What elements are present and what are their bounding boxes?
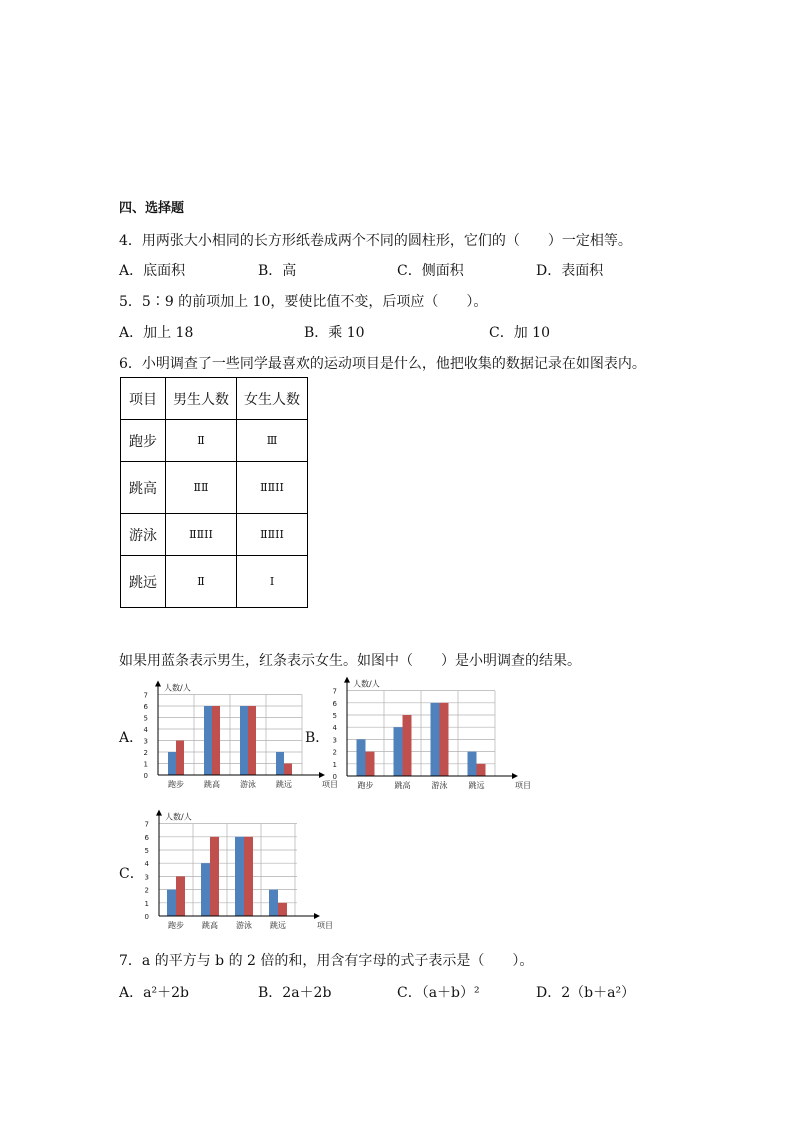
table-cell: 跳高 — [121, 462, 166, 514]
x-axis-arrow-icon — [314, 913, 320, 919]
y-axis-arrow-icon — [344, 677, 350, 683]
bar-boys-1 — [201, 863, 210, 916]
q5-option-c[interactable]: C．加 10 — [489, 325, 550, 341]
x-axis-label: 项目 — [322, 780, 338, 789]
bar-boys-2 — [235, 837, 244, 916]
table-cell: Ⅲ — [237, 420, 308, 462]
bar-girls-0 — [176, 741, 184, 776]
q6-option-c[interactable]: C． — [119, 866, 144, 882]
table-row — [121, 462, 308, 514]
bar-boys-1 — [394, 727, 403, 776]
bar-girls-2 — [244, 837, 253, 916]
table-cell: 跑步 — [121, 420, 166, 462]
y-tick-label: 2 — [144, 886, 149, 895]
x-axis-label: 项目 — [317, 921, 333, 930]
y-tick-label: 3 — [143, 737, 148, 746]
bar-boys-3 — [276, 752, 284, 775]
table-cell: Ⅱ — [166, 420, 237, 462]
table-header-cell: 项目 — [121, 378, 166, 420]
q7-option-b[interactable]: B．2a＋2b — [258, 985, 332, 1001]
x-tick-label: 跑步 — [168, 921, 184, 930]
y-tick-label: 0 — [144, 913, 149, 921]
x-tick-label: 游泳 — [240, 780, 256, 789]
y-tick-label: 4 — [144, 860, 149, 869]
tally-table — [120, 377, 308, 608]
chart-a-svg — [140, 676, 338, 796]
table-cell: ⅡⅡⅠⅠ — [237, 514, 308, 556]
question-5-text: 5．5∶9 的前项加上 10，要使比值不变，后项应（ ）。 — [119, 294, 488, 310]
x-tick-label: 跑步 — [357, 781, 374, 790]
q5-option-a[interactable]: A．加上 18 — [119, 325, 194, 341]
bar-boys-2 — [431, 703, 440, 776]
x-axis-arrow-icon — [512, 773, 518, 779]
q5-option-b[interactable]: B．乘 10 — [304, 325, 365, 341]
x-tick-label: 跳高 — [394, 781, 411, 790]
chart-option-c — [140, 812, 333, 942]
q4-option-b[interactable]: B．高 — [258, 263, 297, 279]
x-tick-label: 跳远 — [276, 780, 292, 789]
table-row — [121, 556, 308, 608]
y-tick-label: 4 — [332, 724, 337, 733]
y-tick-label: 7 — [143, 691, 148, 700]
table-row — [121, 514, 308, 556]
x-axis-arrow-icon — [319, 772, 325, 778]
bar-boys-0 — [168, 752, 176, 775]
x-tick-label: 跳远 — [270, 921, 286, 930]
section-title: 四、选择题 — [119, 201, 185, 216]
chart-title: 人数/人 — [165, 812, 192, 822]
chart-option-a — [140, 676, 338, 800]
q4-option-c[interactable]: C．侧面积 — [397, 263, 464, 279]
table-header-cell: 女生人数 — [237, 378, 308, 420]
y-tick-label: 5 — [143, 714, 148, 723]
chart-b-svg — [328, 672, 531, 800]
chart-option-b — [328, 672, 531, 804]
y-tick-label: 1 — [332, 760, 337, 769]
y-tick-label: 0 — [332, 773, 337, 781]
question-7-text: 7．a 的平方与 b 的 2 倍的和，用含有字母的式子表示是（ ）。 — [119, 953, 534, 969]
q4-option-d[interactable]: D．表面积 — [536, 263, 604, 279]
table-cell: 游泳 — [121, 514, 166, 556]
bar-girls-0 — [366, 752, 375, 776]
bar-girls-3 — [284, 764, 292, 776]
y-tick-label: 3 — [332, 736, 337, 745]
q6-option-b[interactable]: B． — [305, 730, 330, 746]
x-tick-label: 跑步 — [168, 780, 184, 789]
y-tick-label: 7 — [332, 687, 337, 696]
question-6-text: 6．小明调查了一些同学最喜欢的运动项目是什么，他把收集的数据记录在如图表内。 — [119, 356, 646, 372]
y-tick-label: 7 — [144, 820, 149, 829]
chart-title: 人数/人 — [353, 679, 380, 689]
bar-girls-2 — [248, 706, 256, 775]
bar-girls-3 — [477, 764, 486, 776]
table-cell: ⅡⅡⅠⅠ — [237, 462, 308, 514]
table-row — [121, 420, 308, 462]
bar-boys-3 — [269, 890, 278, 916]
chart-c-svg — [140, 812, 333, 938]
y-tick-label: 5 — [332, 712, 337, 720]
x-tick-label: 跳远 — [468, 781, 485, 790]
x-tick-label: 跳高 — [202, 921, 218, 930]
table-header-row — [121, 378, 308, 420]
table-cell: Ⅰ — [237, 556, 308, 608]
chart-title: 人数/人 — [164, 683, 191, 693]
y-tick-label: 6 — [144, 833, 149, 842]
q7-option-d[interactable]: D．2（b＋a²） — [536, 985, 636, 1001]
x-tick-label: 游泳 — [431, 781, 448, 790]
y-tick-label: 2 — [332, 748, 337, 757]
table-cell: ⅡⅡⅠⅠ — [166, 514, 237, 556]
table-cell: 跳远 — [121, 556, 166, 608]
table-header-cell: 男生人数 — [166, 378, 237, 420]
bar-girls-1 — [210, 837, 219, 916]
y-tick-label: 6 — [332, 699, 337, 708]
y-tick-label: 6 — [143, 703, 148, 711]
q6-option-a[interactable]: A． — [119, 730, 144, 746]
q7-option-a[interactable]: A．a²＋2b — [119, 985, 189, 1001]
table-cell: Ⅱ — [166, 556, 237, 608]
y-axis-arrow-icon — [155, 681, 161, 687]
y-tick-label: 0 — [143, 772, 148, 780]
q4-option-a[interactable]: A．底面积 — [119, 263, 186, 279]
question-6-prompt: 如果用蓝条表示男生，红条表示女生。如图中（ ）是小明调查的结果。 — [119, 653, 581, 669]
x-tick-label: 游泳 — [236, 921, 252, 930]
bar-girls-1 — [212, 706, 220, 775]
table-cell: ⅡⅡ — [166, 462, 237, 514]
y-tick-label: 1 — [144, 899, 149, 908]
question-4-text: 4．用两张大小相同的长方形纸卷成两个不同的圆柱形，它们的（ ）一定相等。 — [119, 233, 632, 249]
y-tick-label: 4 — [143, 726, 148, 734]
x-tick-label: 跳高 — [204, 780, 220, 789]
y-tick-label: 3 — [144, 873, 149, 882]
y-tick-label: 2 — [143, 749, 148, 757]
bar-boys-1 — [204, 706, 212, 775]
y-tick-label: 1 — [143, 760, 148, 769]
bar-boys-3 — [468, 752, 477, 776]
bar-girls-1 — [403, 715, 412, 776]
bar-boys-0 — [357, 739, 366, 776]
x-axis-label: 项目 — [515, 781, 531, 790]
bar-girls-3 — [278, 903, 287, 916]
y-axis-arrow-icon — [156, 810, 162, 816]
y-tick-label: 5 — [144, 847, 149, 855]
bar-girls-2 — [440, 703, 449, 776]
q7-option-c[interactable]: C．（a＋b）² — [397, 985, 480, 1001]
bar-girls-0 — [176, 876, 185, 916]
bar-boys-0 — [167, 890, 176, 916]
bar-boys-2 — [240, 706, 248, 775]
